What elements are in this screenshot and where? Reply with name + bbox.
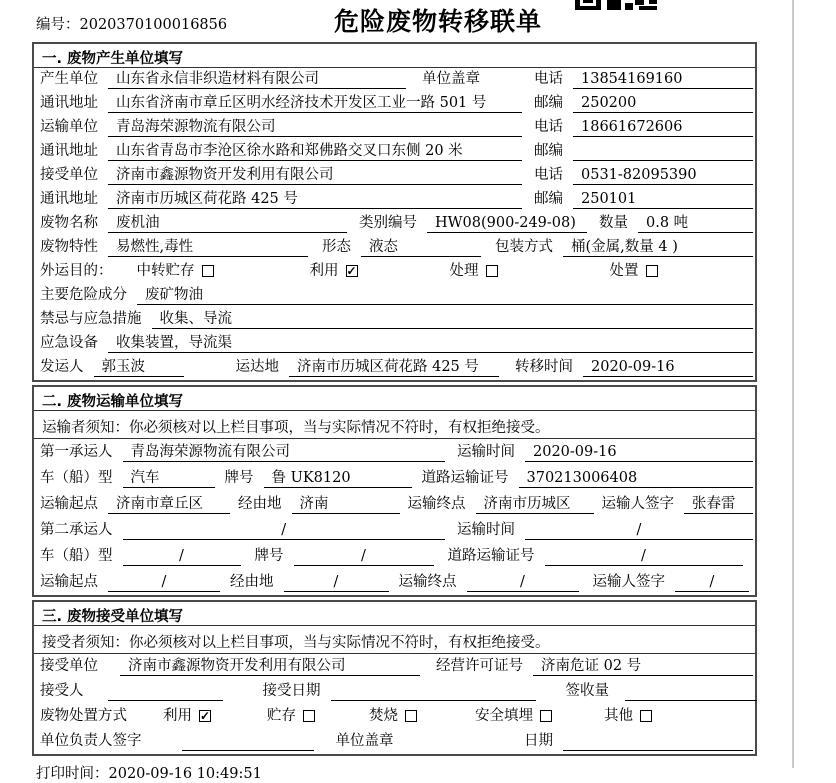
transport-date-value: 2020-09-16 bbox=[525, 442, 753, 462]
transfer-date-label: 转移时间 bbox=[515, 359, 573, 375]
vehicle-type-label: 车（船）型 bbox=[40, 470, 113, 486]
terminus-value: 济南市历城区 bbox=[476, 494, 594, 514]
transporter-unit-label: 运输单位 bbox=[40, 119, 98, 135]
packaging-value: 桶(金属,数量 4 ) bbox=[563, 237, 753, 257]
section-receiver bbox=[32, 600, 757, 756]
first-carrier-row bbox=[34, 439, 755, 465]
terminus-label: 运输终点 bbox=[407, 496, 466, 512]
section1-heading: 一. 废物产生单位填写 bbox=[34, 44, 755, 68]
option-dispose-label: 处置 bbox=[609, 263, 639, 279]
acceptor-value bbox=[108, 681, 223, 701]
option-landfill-label: 安全填埋 bbox=[475, 708, 533, 724]
transporter-phone-label: 电话 bbox=[534, 119, 563, 135]
acceptor-row bbox=[34, 679, 755, 704]
plate-number2-label: 牌号 bbox=[254, 548, 284, 564]
disposal-option-store bbox=[267, 706, 315, 726]
receiver-unit-label: 接受单位 bbox=[40, 167, 98, 183]
accept-date-value bbox=[331, 681, 536, 701]
receiver-address-value: 济南市历城区荷花路 425 号 bbox=[108, 189, 522, 209]
section3-heading: 三. 废物接受单位填写 bbox=[34, 602, 755, 626]
checkbox-transit-storage bbox=[202, 265, 214, 277]
section2-heading: 二. 废物运输单位填写 bbox=[34, 387, 755, 411]
transporter-postcode-label: 邮编 bbox=[534, 143, 563, 159]
option-other-label: 其他 bbox=[604, 708, 633, 724]
destination-value: 济南市历城区荷花路 425 号 bbox=[289, 357, 499, 377]
transporter-address-value: 山东省青岛市李沧区徐水路和郑佛路交叉口东侧 20 米 bbox=[108, 141, 522, 161]
transporter-notice: 运输者须知：你必须核对以上栏目事项，当与实际情况不符时，有权拒绝接受。 bbox=[34, 411, 755, 439]
transfer-date-value: 2020-09-16 bbox=[583, 357, 753, 377]
purpose-option-transit bbox=[137, 261, 214, 281]
road-permit2-value: / bbox=[545, 546, 743, 566]
second-carrier-value: / bbox=[123, 520, 446, 540]
origin-value: 济南市章丘区 bbox=[108, 494, 230, 514]
origin2-label: 运输起点 bbox=[40, 574, 98, 590]
transporter-unit-value: 青岛海荣源物流有限公司 bbox=[108, 117, 522, 137]
shipper-value: 郭玉波 bbox=[94, 357, 184, 377]
checkbox-landfill bbox=[540, 710, 552, 722]
precaution-value: 收集、导流 bbox=[152, 309, 754, 329]
terminus2-label: 运输终点 bbox=[398, 574, 457, 590]
option-incinerate-label: 焚烧 bbox=[369, 708, 398, 724]
checkbox-incinerate bbox=[405, 710, 417, 722]
serial-label: 编号： bbox=[36, 17, 80, 33]
accept-date-label: 接受日期 bbox=[262, 683, 321, 699]
transfer-purpose-row bbox=[34, 260, 755, 284]
disposal-method-row bbox=[34, 704, 755, 729]
transporter-postcode-value bbox=[573, 141, 753, 161]
producer-postcode-value: 250200 bbox=[573, 93, 753, 113]
vehicle-type2-row bbox=[34, 543, 755, 569]
option-transit-label: 中转贮存 bbox=[136, 263, 195, 279]
checkbox-utilize bbox=[346, 265, 358, 277]
receiver-address-label: 通讯地址 bbox=[40, 191, 98, 207]
checkbox-treat bbox=[486, 265, 498, 277]
responsible-signature-value bbox=[182, 731, 314, 751]
unit-stamp-label: 单位盖章 bbox=[422, 71, 480, 87]
first-carrier-value: 青岛海荣源物流有限公司 bbox=[123, 442, 446, 462]
receiver-phone-label: 电话 bbox=[534, 167, 563, 183]
acceptor-label: 接受人 bbox=[40, 683, 84, 699]
qr-code-fragment-icon bbox=[575, 0, 657, 10]
packaging-label: 包装方式 bbox=[495, 239, 553, 255]
via2-value: / bbox=[284, 572, 389, 592]
date-label: 日期 bbox=[524, 733, 553, 749]
emergency-equipment-row bbox=[34, 332, 755, 356]
via-value: 济南 bbox=[292, 494, 400, 514]
print-time-line bbox=[36, 762, 796, 783]
main-hazard-row bbox=[34, 284, 755, 308]
road-permit2-label: 道路运输证号 bbox=[447, 548, 535, 564]
transport-date2-value: / bbox=[525, 520, 753, 540]
vehicle-type2-value: / bbox=[123, 546, 241, 566]
form-state-value: 液态 bbox=[361, 237, 481, 257]
transport-date-label: 运输时间 bbox=[457, 444, 515, 460]
shipper-row bbox=[34, 356, 755, 380]
purpose-option-utilize bbox=[310, 261, 358, 281]
form-state-label: 形态 bbox=[322, 239, 351, 255]
route-row bbox=[34, 491, 755, 517]
option-treat-label: 处理 bbox=[449, 263, 479, 279]
received-amount-value bbox=[625, 681, 757, 701]
checkbox-mark: ✓ bbox=[200, 709, 211, 723]
accept-unit-value: 济南市鑫源物资开发利用有限公司 bbox=[120, 656, 420, 676]
producer-unit-row bbox=[34, 68, 755, 92]
form-title: 危险废物转移联单 bbox=[333, 7, 542, 36]
section-transport bbox=[32, 385, 757, 597]
purpose-option-treat bbox=[450, 261, 498, 281]
route2-row bbox=[34, 569, 755, 595]
transport-date2-label: 运输时间 bbox=[457, 522, 515, 538]
checkbox-dispose bbox=[646, 265, 658, 277]
via2-label: 经由地 bbox=[230, 574, 274, 590]
option-utilize-label: 利用 bbox=[309, 263, 339, 279]
transfer-purpose-label: 外运目的： bbox=[40, 263, 113, 279]
vehicle-type-value: 汽车 bbox=[123, 468, 215, 488]
second-carrier-label: 第二承运人 bbox=[40, 522, 113, 538]
destination-label: 运达地 bbox=[235, 359, 279, 375]
producer-phone-value: 13854169160 bbox=[573, 69, 753, 89]
date-value bbox=[563, 731, 753, 751]
disposal-method-label: 废物处置方式 bbox=[40, 708, 127, 724]
page-header bbox=[0, 0, 796, 42]
main-hazard-value: 废矿物油 bbox=[137, 285, 753, 305]
road-permit-label: 道路运输证号 bbox=[421, 470, 509, 486]
precaution-row bbox=[34, 308, 755, 332]
producer-phone-label: 电话 bbox=[534, 71, 563, 87]
precaution-label: 禁忌与应急措施 bbox=[40, 311, 142, 327]
transporter-address-row bbox=[34, 140, 755, 164]
waste-name-row bbox=[34, 212, 755, 236]
waste-name-label: 废物名称 bbox=[40, 215, 98, 231]
disposal-option-incinerate bbox=[369, 706, 417, 726]
checkbox-mark: ✓ bbox=[346, 264, 357, 278]
waste-property-row bbox=[34, 236, 755, 260]
print-time-label: 打印时间： bbox=[36, 766, 109, 782]
print-time-value: 2020-09-16 10:49:51 bbox=[108, 766, 262, 782]
checkbox-store bbox=[303, 710, 315, 722]
disposal-option-utilize bbox=[163, 706, 211, 726]
purpose-option-dispose bbox=[610, 261, 658, 281]
transporter-address-label: 通讯地址 bbox=[40, 143, 98, 159]
producer-address-row bbox=[34, 92, 755, 116]
carrier-signature-value: 张春雷 bbox=[684, 494, 753, 514]
plate-number-label: 牌号 bbox=[224, 470, 254, 486]
category-code-label: 类别编号 bbox=[359, 215, 417, 231]
receiver-unit-row bbox=[34, 164, 755, 188]
producer-unit-value: 山东省永信非织造材料有限公司 bbox=[108, 69, 406, 89]
producer-address-value: 山东省济南市章丘区明水经济技术开发区工业一路 501 号 bbox=[108, 93, 522, 113]
road-permit-value: 370213006408 bbox=[519, 468, 754, 488]
license-number-label: 经营许可证号 bbox=[436, 658, 523, 674]
quantity-label: 数量 bbox=[599, 215, 628, 231]
producer-unit-label: 产生单位 bbox=[40, 71, 98, 87]
waste-name-value: 废机油 bbox=[108, 213, 347, 233]
waste-property-value: 易燃性,毒性 bbox=[108, 237, 308, 257]
page-right-edge bbox=[792, 0, 794, 768]
waste-property-label: 废物特性 bbox=[40, 239, 98, 255]
responsible-signature-label: 单位负责人签字 bbox=[40, 733, 142, 749]
received-amount-label: 签收量 bbox=[565, 683, 609, 699]
receiver-unit-value: 济南市鑫源物资开发利用有限公司 bbox=[108, 165, 522, 185]
producer-postcode-label: 邮编 bbox=[534, 95, 563, 111]
carrier-signature2-value: / bbox=[675, 572, 749, 592]
vehicle-type-row bbox=[34, 465, 755, 491]
shipper-label: 发运人 bbox=[40, 359, 84, 375]
receiver-phone-value: 0531-82095390 bbox=[573, 165, 753, 185]
via-label: 经由地 bbox=[238, 496, 282, 512]
carrier-signature2-label: 运输人签字 bbox=[592, 574, 665, 590]
checkbox-disposal-utilize bbox=[199, 710, 211, 722]
origin-label: 运输起点 bbox=[40, 496, 98, 512]
category-code-value: HW08(900-249-08) bbox=[427, 213, 587, 233]
terminus2-value: / bbox=[467, 572, 579, 592]
section-producer bbox=[32, 42, 757, 382]
second-carrier-row bbox=[34, 517, 755, 543]
option-store-label: 贮存 bbox=[267, 708, 296, 724]
emergency-equipment-value: 收集装置，导流渠 bbox=[108, 333, 753, 353]
accept-unit-row bbox=[34, 654, 755, 679]
plate-number-value: 鲁 UK8120 bbox=[264, 468, 412, 488]
transporter-unit-row bbox=[34, 116, 755, 140]
accept-unit-label: 接受单位 bbox=[40, 658, 98, 674]
receiver-postcode-label: 邮编 bbox=[534, 191, 563, 207]
disposal-option-landfill bbox=[475, 706, 552, 726]
receiver-postcode-value: 250101 bbox=[573, 189, 753, 209]
receiver-notice: 接受者须知：你必须核对以上栏目事项，当与实际情况不符时，有权拒绝接受。 bbox=[34, 626, 755, 654]
checkbox-other bbox=[640, 710, 652, 722]
emergency-equipment-label: 应急设备 bbox=[40, 335, 98, 351]
license-number-value: 济南危证 02 号 bbox=[533, 656, 753, 676]
option-utilize2-label: 利用 bbox=[163, 708, 192, 724]
unit-stamp2-label: 单位盖章 bbox=[335, 733, 394, 749]
first-carrier-label: 第一承运人 bbox=[40, 444, 113, 460]
disposal-option-other bbox=[604, 706, 652, 726]
carrier-signature-label: 运输人签字 bbox=[601, 496, 674, 512]
quantity-value: 0.8 吨 bbox=[638, 213, 753, 233]
producer-address-label: 通讯地址 bbox=[40, 95, 98, 111]
receiver-address-row bbox=[34, 188, 755, 212]
origin2-value: / bbox=[108, 572, 220, 592]
transporter-phone-value: 18661672606 bbox=[573, 117, 753, 137]
serial-number: 2020370100016856 bbox=[79, 17, 228, 33]
vehicle-type2-label: 车（船）型 bbox=[40, 548, 113, 564]
main-hazard-label: 主要危险成分 bbox=[40, 287, 127, 303]
plate-number2-value: / bbox=[294, 546, 434, 566]
responsible-signature-row bbox=[34, 729, 755, 754]
